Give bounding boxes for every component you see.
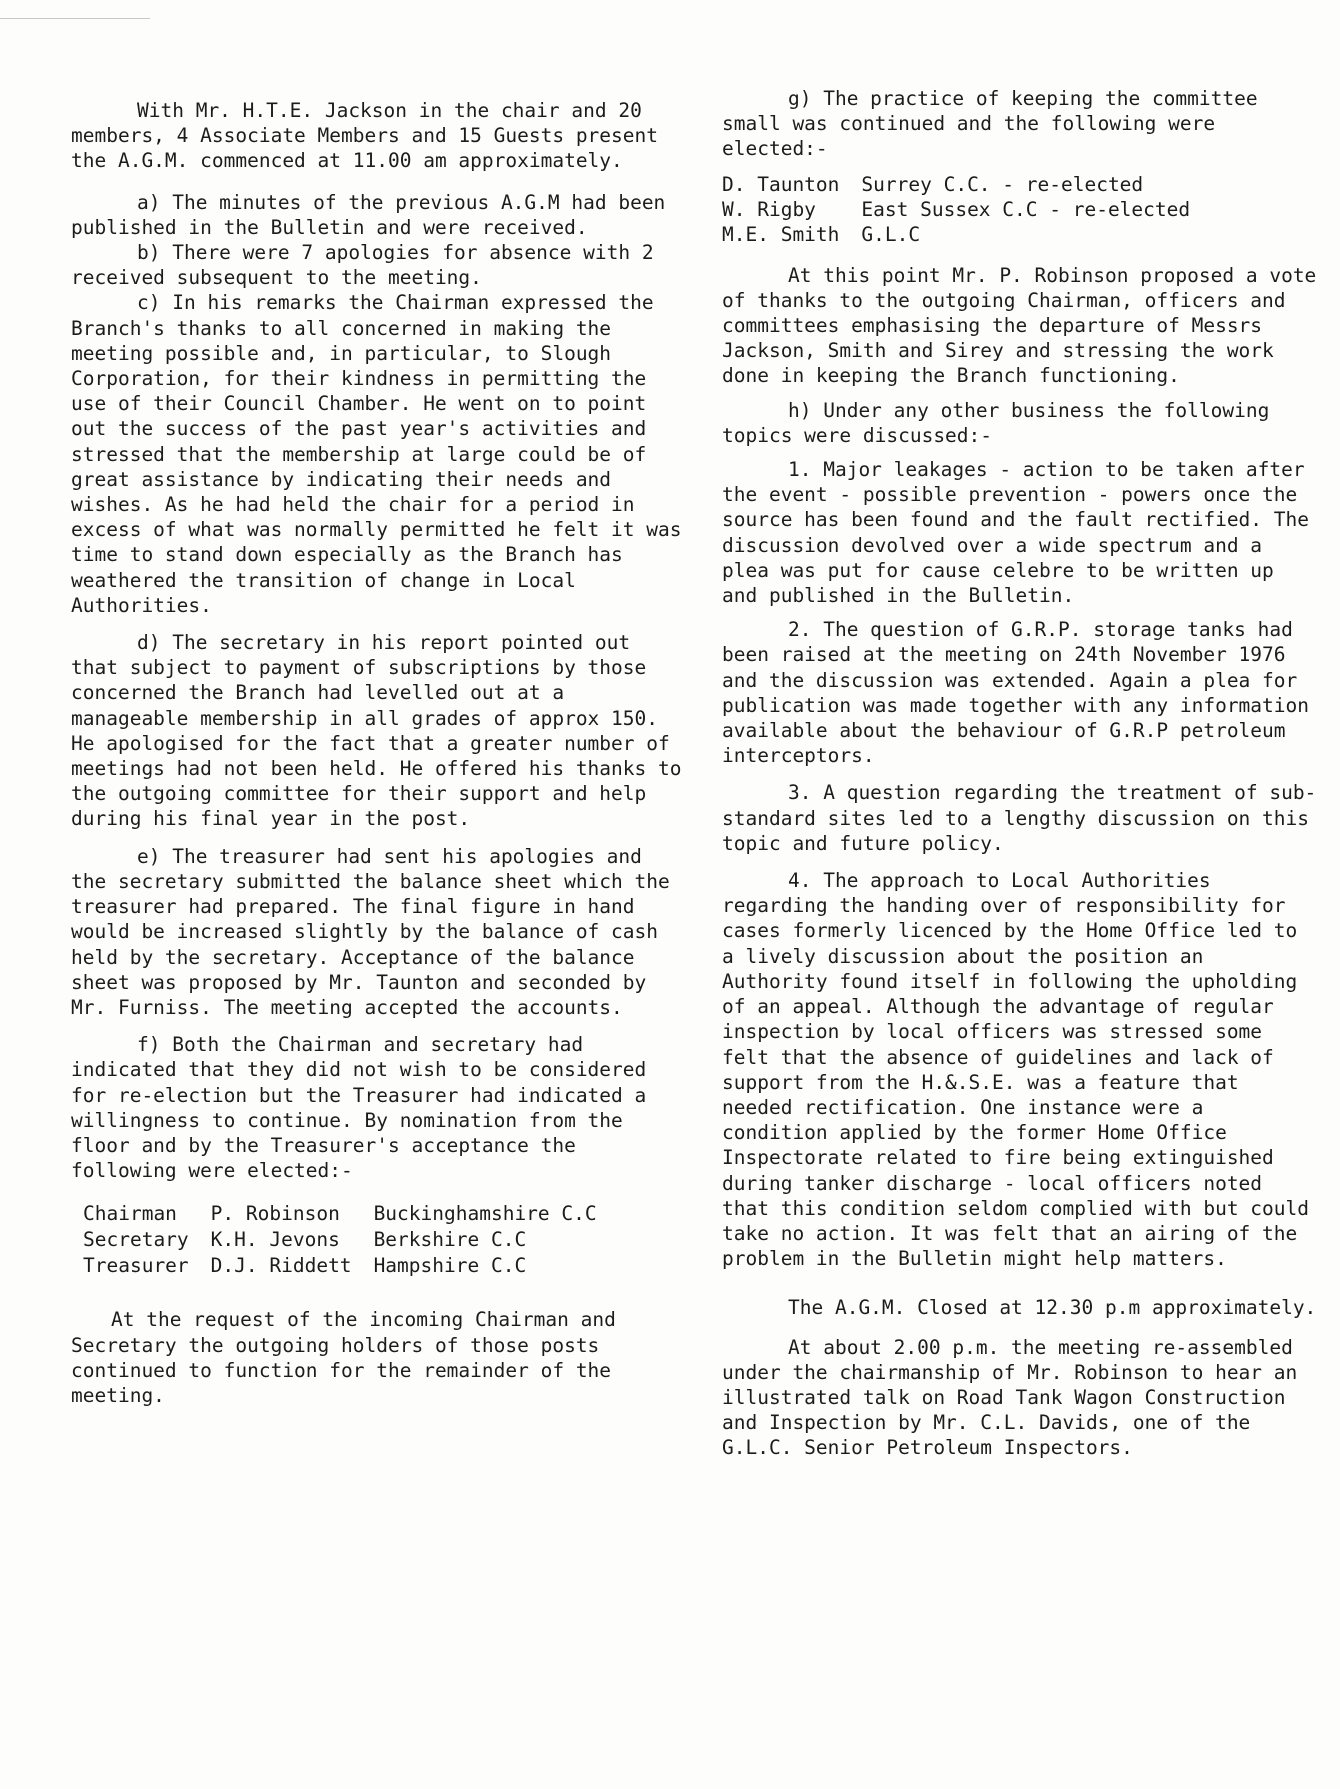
topic-2: 2. The question of G.R.P. storage tanks had been raised at the meeting on 24th November 1976 and the discussion was extended. Again a plea for publication was made together with any information available about the behaviour of G.R.P petroleum interceptors. (722, 618, 1321, 768)
topic-4: 4. The approach to Local Authorities regarding the handing over of responsibility for cases formerly licenced by the Home Office led to a lively discussion about the position an Authority found itself in following the upholding of an appeal. Although the advantage of regular inspection by local officers was stressed some felt that the absence of guidelines and lack of support from the H.&.S.E. was a feature that needed rectification. One instance were a condition applied by the former Home Office Inspectorate related to fire being extinguished during tanker discharge - local officers noted that this condition seldom complied with but could take no action. It was felt that an airing of the problem in the Bulletin might help matters. (722, 869, 1321, 1271)
scan-edge-line (0, 18, 150, 19)
left-column (71, 98, 694, 1417)
item-c: c) In his remarks the Chairman expressed the Branch's thanks to all concerned in making the meeting possible and, in particular, to Slough Corporation, for their kindness in permitting the use of their Council Chamber. He went on to point out the success of the past year's activities and stressed that the membership at large could be of great assistance by indicating their needs and wishes. As he had held the chair for a period in excess of what was normally permitted he felt it was time to stand down especially as the Branch has weathered the transition of change in Local Authorities. (71, 291, 694, 617)
topic-3: 3. A question regarding the treatment of sub-standard sites led to a lengthy discussion on this topic and future policy. (722, 781, 1321, 855)
closing-paragraph: At the request of the incoming Chairman and Secretary the outgoing holders of those posts continued to function for the remainder of the meeting. (71, 1308, 628, 1407)
item-f: f) Both the Chairman and secretary had indicated that they did not wish to be considered for re-election but the Treasurer had indicated a willingness to continue. By nomination from the floor and by the Treasurer's acceptance the following were elected:- (71, 1033, 659, 1183)
item-d: d) The secretary in his report pointed out that subject to payment of subscriptions by those concerned the Branch had levelled out at a manageable membership in all grades of approx 150. He apologised for the fact that a greater number of meetings had not been held. He offered his thanks to the outgoing committee for their support and help during his final year in the post. (71, 631, 694, 831)
intro-paragraph: With Mr. H.T.E. Jackson in the chair and 20 members, 4 Associate Members and 15 Guests present the A.G.M. commenced at 11.00 am approximately. (71, 99, 670, 173)
table-row: Secretary K.H. Jevons Berkshire C.C (83, 1228, 527, 1252)
item-g: g) The practice of keeping the committee small was continued and the following were elected:- (722, 87, 1270, 161)
topic-1: 1. Major leakages - action to be taken after the event - possible prevention - powers once the source has been found and the fault rectified. The discussion devolved over a wide spectrum and a plea was put for cause celebre to be written up and published in the Bulletin. (722, 458, 1321, 608)
item-b: b) There were 7 apologies for absence with 2 received subsequent to the meeting. (71, 241, 666, 290)
officers-table (83, 1201, 619, 1279)
table-row: D. Taunton Surrey C.C. - re-elected (722, 172, 1144, 196)
table-row: Treasurer D.J. Riddett Hampshire C.C (83, 1254, 527, 1278)
right-column (722, 86, 1329, 1470)
table-row: M.E. Smith G.L.C (722, 222, 921, 246)
vote-of-thanks: At this point Mr. P. Robinson proposed a vote of thanks to the outgoing Chairman, officers and committees emphasising the departure of Messrs Jackson, Smith and Sirey and stressing the work done in keeping the Branch functioning. (722, 263, 1329, 388)
table-row: W. Rigby East Sussex C.C - re-elected (722, 197, 1191, 221)
committee-table (722, 172, 1212, 247)
afternoon-session: At about 2.00 p.m. the meeting re-assembled under the chairmanship of Mr. Robinson to hear an illustrated talk on Road Tank Wagon Construction and Inspection by Mr. C.L. Davids, one of the G.L.C. Senior Petroleum Inspectors. (722, 1335, 1310, 1460)
item-a: a) The minutes of the previous A.G.M had been published in the Bulletin and were received. (71, 190, 678, 239)
table-row: Chairman P. Robinson Buckinghamshire C.C (83, 1202, 597, 1226)
item-e: e) The treasurer had sent his apologies and the secretary submitted the balance sheet which the treasurer had prepared. The final figure in hand would be increased slightly by the balance of cash held by the secretary. Acceptance of the balance sheet was proposed by Mr. Taunton and seconded by Mr. Furniss. The meeting accepted the accounts. (71, 844, 682, 1019)
item-h: h) Under any other business the following topics were discussed:- (722, 398, 1282, 447)
agm-closed: The A.G.M. Closed at 12.30 p.m approximately. (788, 1296, 1317, 1320)
